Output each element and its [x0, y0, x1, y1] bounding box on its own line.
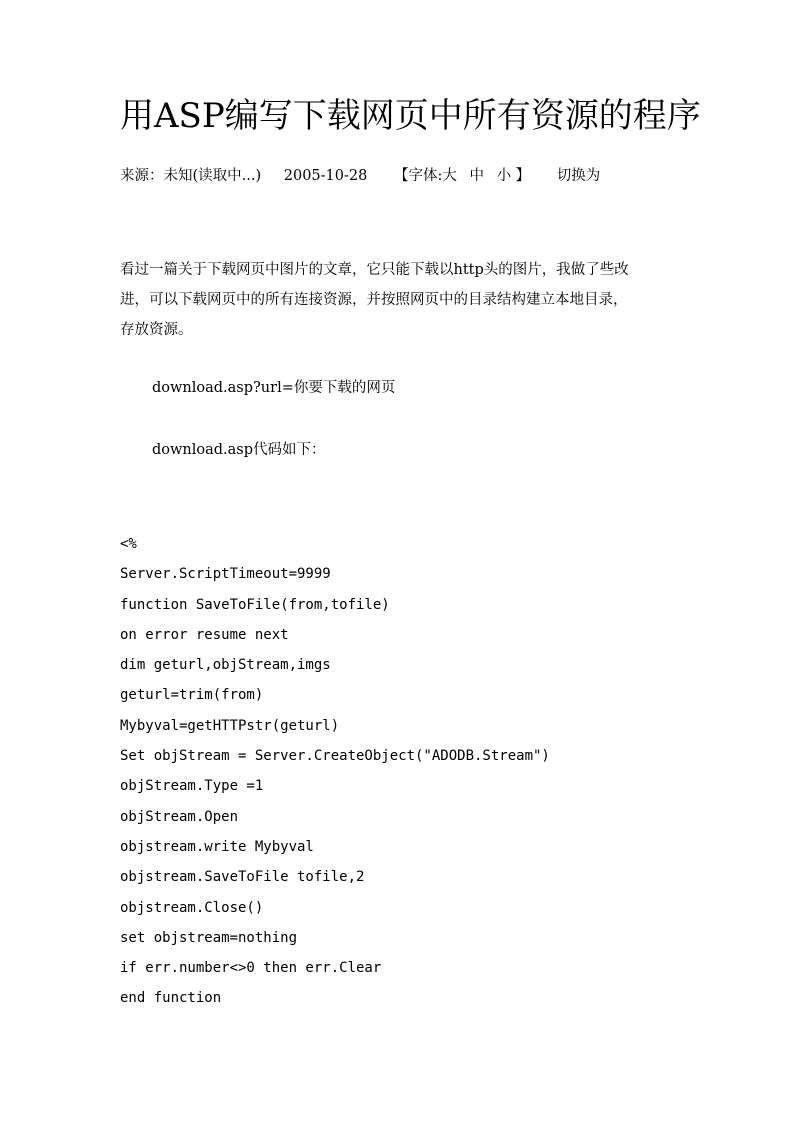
source-text: 来源：未知(读取中...) [120, 168, 262, 184]
font-size-large-link[interactable]: 【字体:大 [393, 168, 457, 184]
code-line: Mybyval=getHTTPstr(geturl) [120, 717, 340, 734]
code-line: objStream.Open [120, 808, 239, 825]
code-line: Server.ScriptTimeout=9999 [120, 566, 331, 583]
intro-line: 看过一篇关于下载网页中图片的文章，它只能下载以http头的图片，我做了些改 [120, 262, 629, 278]
code-line: objstream.SaveToFile tofile,2 [120, 869, 365, 886]
publish-date: 2005-10-28 [283, 168, 368, 184]
code-line: dim geturl,objStream,imgs [120, 657, 331, 674]
intro-line: 存放资源。 [120, 322, 193, 338]
code-line: geturl=trim(from) [120, 687, 264, 704]
article-title: 用ASP编写下载网页中所有资源的程序 [120, 96, 701, 136]
intro-line: 进，可以下载网页中的所有连接资源，并按照网页中的目录结构建立本地目录， [120, 292, 628, 308]
font-size-switcher [394, 166, 530, 186]
font-size-medium-link[interactable]: 中 [469, 168, 484, 184]
font-size-small-link[interactable]: 小 】 [496, 168, 531, 184]
code-line: objStream.Type =1 [120, 778, 264, 795]
intro-paragraph [120, 255, 680, 345]
code-line: end function [120, 990, 222, 1007]
code-block [120, 529, 550, 1014]
code-line: on error resume next [120, 626, 289, 643]
code-line: function SaveToFile(from,tofile) [120, 596, 390, 613]
code-line: objstream.Close() [120, 899, 264, 916]
code-line: objstream.write Mybyval [120, 838, 314, 855]
code-intro: download.asp代码如下： [152, 442, 326, 458]
code-line: <% [120, 536, 137, 552]
code-line: Set objStream = Server.CreateObject("ADODB.Stream") [120, 748, 550, 765]
usage-line: download.asp?url=你要下载的网页 [152, 380, 396, 396]
switch-link[interactable]: 切换为 [556, 168, 601, 184]
article-meta [120, 166, 600, 186]
code-line: set objstream=nothing [120, 929, 298, 946]
code-line: if err.number<>0 then err.Clear [120, 960, 382, 977]
